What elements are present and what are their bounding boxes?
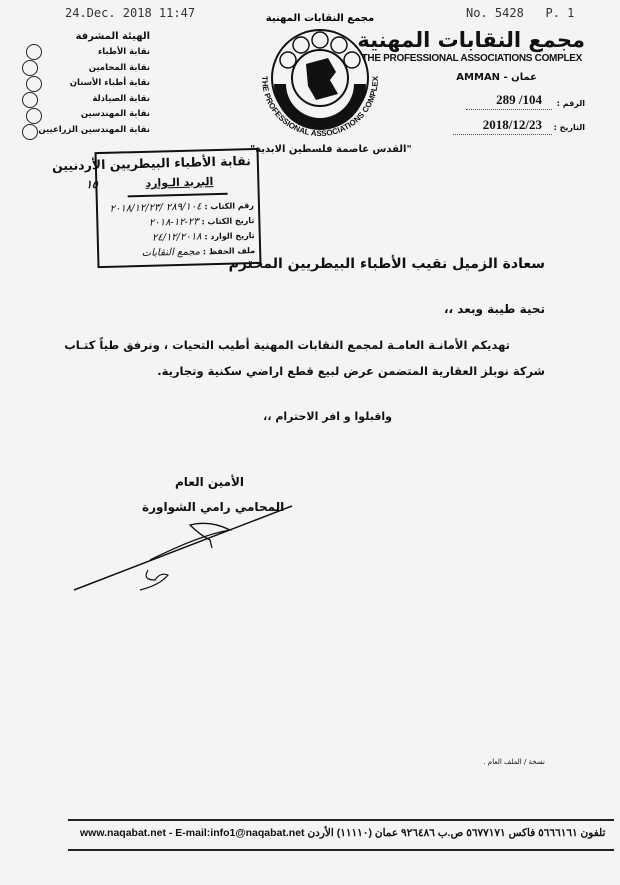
union-item: نقابة المهندسين [80, 109, 150, 119]
signer-name: المحامي رامي الشواورة [142, 500, 285, 514]
stamp-label: تاريخ الكتاب : [201, 216, 255, 227]
ref-label: الرقم : [556, 99, 585, 108]
fax-datetime: 24.Dec. 2018 11:47 [65, 6, 196, 20]
agri-engineers-union-emblem-icon [22, 124, 38, 140]
signer-title: الأمين العام [175, 475, 245, 489]
footer-top-rule [68, 819, 614, 821]
stamp-divider [128, 193, 228, 197]
logo-english-text: THE PROFESSIONAL ASSOCIATIONS COMPLEX [259, 75, 381, 139]
letterhead-city: AMMAN - عمان [456, 72, 537, 83]
supervising-unions-list [38, 30, 150, 138]
copy-note: نسخة / الملف العام . [483, 758, 545, 766]
footer-contact: تلفون ٥٦٦٦١٦١ فاكس ٥٦٧٧١٧١ ص.ب ٩٢٦٤٨٦ عمان (١١١١٠) الأردن www.naqabat.net - E-mail:info1@naqabat.net [80, 827, 606, 839]
union-item: نقابة الأطباء [97, 47, 150, 57]
salutation: سعادة الزميل نقيب الأطباء البيطريين المحترم [228, 256, 545, 272]
unions-heading: الهيئة المشرفة [75, 31, 150, 42]
stamp-label: ملف الحفظ : [202, 245, 256, 257]
stamp-label: رقم الكتاب : [204, 201, 255, 212]
letterhead-title-en: THE PROFESSIONAL ASSOCIATIONS COMPLEX [361, 53, 582, 64]
union-item: نقابة الصيادلة [92, 93, 150, 104]
paragraph-line-2: شركة نوبلز العقارية المتضمن عرض لبيع قطع اراضي سكنية وتجارية. [157, 364, 545, 378]
stamp-value: ٢٣-١٢-٢٠١٨ [148, 216, 199, 229]
closing: واقبلوا و افر الاحترام ،، [263, 410, 392, 423]
letterhead-title-ar: مجمع النقابات المهنية [357, 28, 585, 52]
signature-icon [60, 500, 300, 600]
stamp-value: ٢٤/١٢/٢٠١٨ [151, 231, 202, 244]
stamp-title: البريد الـوارد [145, 175, 214, 190]
stamp-label: تاريخ الوارد : [204, 231, 255, 242]
dentists-union-emblem-icon [26, 76, 42, 92]
lawyers-union-emblem-icon [22, 60, 38, 76]
stamp-value: مجمع النقابات [141, 246, 201, 259]
ref-value: 289 /104 [466, 92, 552, 110]
stamp-margin-note: ١٥ [86, 178, 98, 191]
date-label: التاريخ : [553, 123, 585, 132]
stamp-org: نقابة الأطباء البيطريين الأردنيين [51, 153, 251, 174]
union-item: نقابة المهندسين الزراعيين [38, 124, 150, 135]
fax-page-info: No. 5428 P. 1 [466, 6, 575, 20]
pharmacists-union-emblem-icon [22, 92, 38, 108]
greeting: تحية طيبة وبعد ،، [443, 302, 545, 316]
slogan: "القدس عاصمة فلسطين الابدية" [250, 144, 412, 155]
footer-bottom-rule [68, 849, 614, 851]
logo-arabic-text: مجمع النقابات المهنية [265, 13, 375, 24]
union-item: نقابة المحامين [88, 62, 150, 73]
date-value: 2018/12/23 [453, 117, 552, 135]
engineers-union-emblem-icon [26, 108, 42, 124]
stamp-value: ٢٨٩/١٠٤ /٢٠١٨/١٢/٢٣ [109, 201, 202, 215]
medical-union-emblem-icon [26, 44, 42, 60]
paragraph-line-1: تهديكم الأمانـة العامـة لمجمع النقابات المهنية أطيب التحيات ، ونرفق طياً كتـاب [64, 338, 510, 352]
union-item: نقابة أطباء الأسنان [69, 78, 150, 88]
